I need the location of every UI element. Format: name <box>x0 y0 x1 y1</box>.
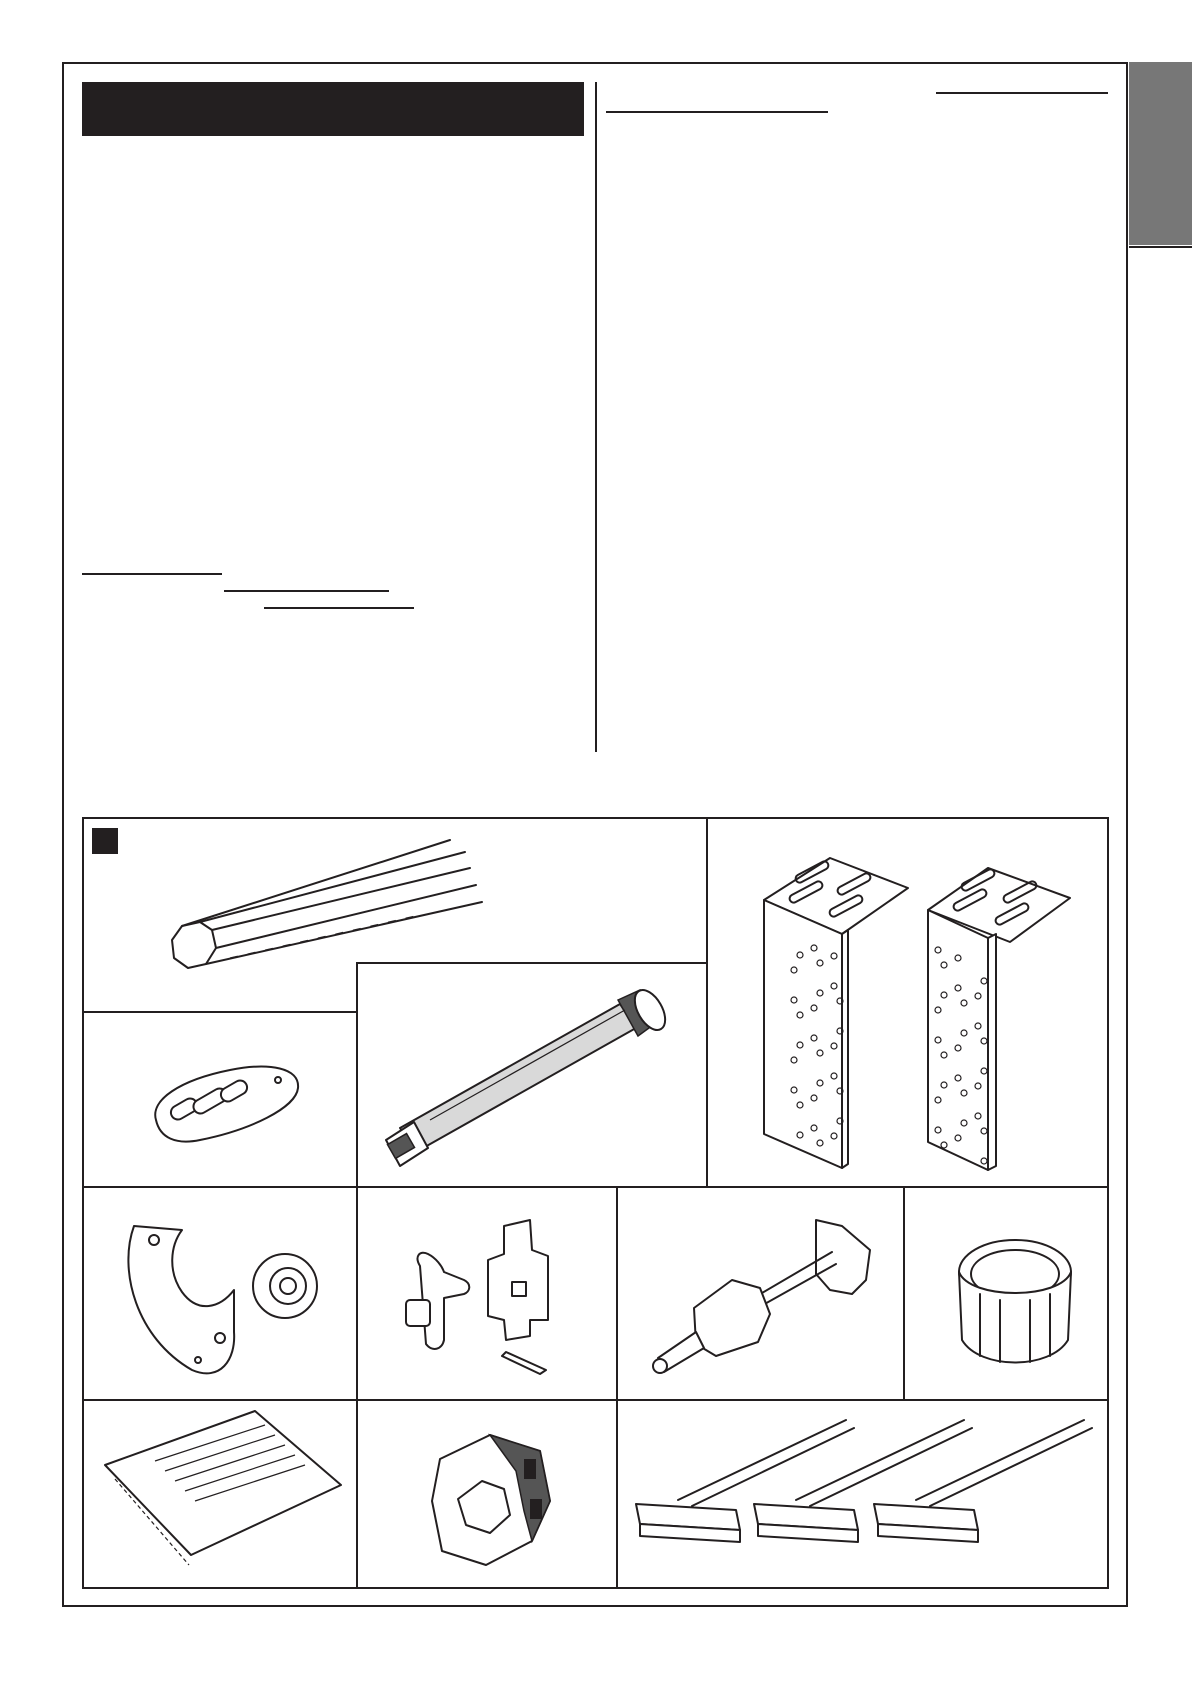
tab-rule <box>1129 246 1192 248</box>
bracket-right <box>928 868 1070 1170</box>
strap-3 <box>874 1420 1092 1542</box>
underline-left-2 <box>224 590 389 592</box>
grid-line <box>616 1186 618 1589</box>
bracket-left <box>764 858 908 1168</box>
grid-line <box>903 1186 905 1400</box>
grid-line <box>356 962 358 1589</box>
tubular-motor-illustration <box>370 980 690 1170</box>
roller-tube-illustration <box>160 830 490 1000</box>
grid-line <box>82 1186 1109 1188</box>
drive-adapter-illustration <box>420 1415 570 1575</box>
tube-end-icon <box>172 922 216 968</box>
section-title-bar <box>82 82 584 136</box>
remote-control-illustration <box>140 1050 310 1160</box>
figure-number-box <box>92 828 118 854</box>
language-tab <box>1129 62 1192 245</box>
underline-right-2 <box>606 111 828 113</box>
underline-left-1 <box>82 573 222 575</box>
screws-bag-illustration <box>95 1405 345 1580</box>
crown-adapter-illustration <box>940 1230 1090 1375</box>
idler-shaft-illustration <box>640 1210 890 1380</box>
wall-brackets-illustration <box>740 850 1080 1180</box>
grid-line <box>706 817 708 1187</box>
underline-left-3 <box>264 607 414 609</box>
shutter-straps-illustration <box>630 1410 1100 1570</box>
grid-line <box>82 1399 1109 1401</box>
underline-right-1 <box>936 92 1108 94</box>
motor-support-illustration <box>380 1210 600 1380</box>
end-plate-illustration <box>110 1210 340 1380</box>
grid-line <box>82 1011 357 1013</box>
column-divider <box>595 82 597 752</box>
